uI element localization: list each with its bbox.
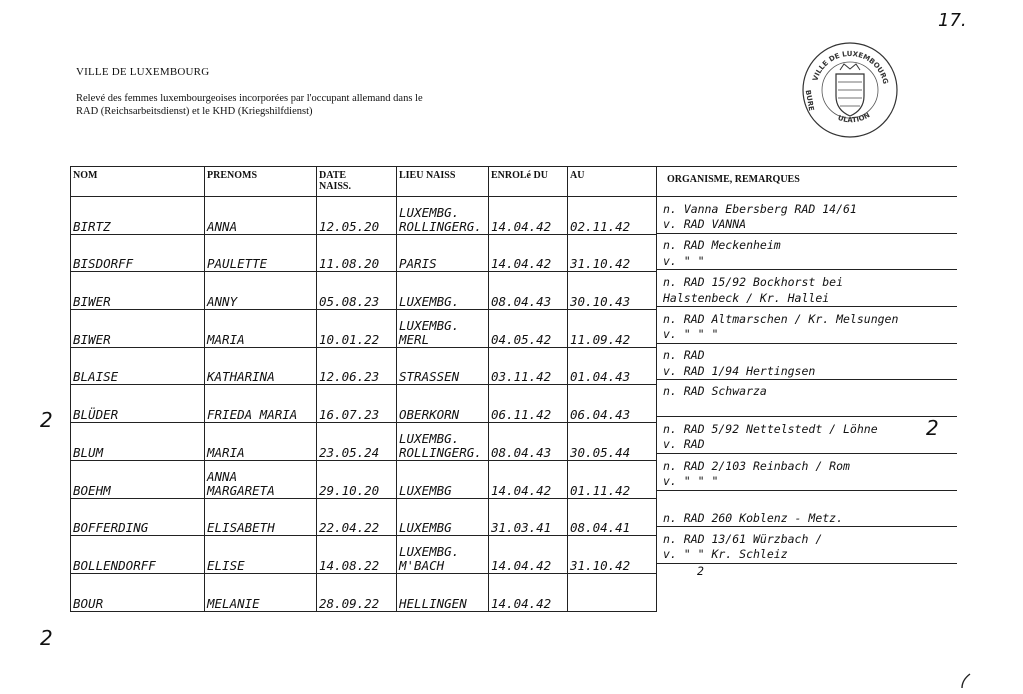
remarks-cell	[657, 233, 957, 270]
cell-prenoms: MARIA	[205, 310, 317, 348]
cell-nom: BIRTZ	[71, 197, 205, 235]
remarks-line-1: n. RAD	[663, 348, 705, 363]
cell-enrole: 08.04.43	[489, 272, 568, 310]
remarks-line-1: n. RAD Schwarza	[663, 384, 767, 399]
table-row	[71, 234, 657, 272]
margin-mark-right: 2	[926, 416, 939, 440]
cell-nom: BIWER	[71, 310, 205, 348]
cell-enrole: 14.04.42	[489, 197, 568, 235]
cell-prenoms: ANNA	[205, 197, 317, 235]
remarks-line-2: v. " "	[663, 253, 705, 268]
svg-text:VILLE DE LUXEMBOURG	[811, 50, 889, 85]
cell-enrole: 14.04.42	[489, 573, 568, 611]
table-row	[71, 498, 657, 536]
cell-enrole: 08.04.43	[489, 423, 568, 461]
city-title: VILLE DE LUXEMBOURG	[76, 66, 210, 78]
svg-text:ULATION	[837, 111, 872, 124]
cell-date: 14.08.22	[317, 536, 397, 574]
remarks-cell	[657, 490, 957, 527]
margin-mark-left: 2	[40, 408, 53, 432]
cell-nom: BOFFERDING	[71, 498, 205, 536]
remarks-cell	[657, 306, 957, 343]
cell-nom: BIWER	[71, 272, 205, 310]
cell-nom: BLÜDER	[71, 385, 205, 423]
remarks-line-2: Halstenbeck / Kr. Hallei	[663, 290, 830, 305]
cell-nom: BOUR	[71, 573, 205, 611]
cell-enrole: 14.04.42	[489, 536, 568, 574]
table-row	[71, 310, 657, 348]
cell-date: 12.05.20	[317, 197, 397, 235]
remarks-cell	[657, 453, 957, 490]
remarks-line-1: n. RAD Meckenheim	[663, 238, 781, 253]
cell-enrole: 03.11.42	[489, 347, 568, 385]
remarks-cell	[657, 196, 957, 233]
column-header-enrole: ENROLé DU	[489, 167, 568, 197]
remarks-cell	[657, 416, 957, 453]
cell-prenoms: ELISABETH	[205, 498, 317, 536]
date-header-line-2: NAISS.	[319, 181, 351, 192]
seal-bottom-text: ULATION	[836, 111, 872, 125]
lieu-line-1: LUXEMBG.	[399, 317, 460, 333]
lieu-line-2: M'BACH	[399, 557, 445, 573]
cell-prenoms: ELISE	[205, 536, 317, 574]
remarks-line-1: n. RAD Altmarschen / Kr. Melsungen	[663, 311, 899, 326]
cell-prenoms: FRIEDA MARIA	[205, 385, 317, 423]
remarks-line-1: n. RAD 13/61 Würzbach /	[663, 531, 823, 546]
column-header-organisme: ORGANISME, REMARQUES	[657, 166, 957, 196]
cell-date: 10.01.22	[317, 310, 397, 348]
lieu-line-1: LUXEMBG.	[399, 204, 460, 220]
remarks-line-1: n. RAD 15/92 Bockhorst bei	[663, 275, 844, 290]
cell-date: 16.07.23	[317, 385, 397, 423]
cell-prenoms: MELANIE	[205, 573, 317, 611]
cell-lieu: LUXEMBG	[397, 460, 489, 498]
remarks-line-2: v. " " Kr. Schleiz	[663, 547, 788, 562]
cell-prenoms: PAULETTE	[205, 234, 317, 272]
cell-nom: BISDORFF	[71, 234, 205, 272]
coat-of-arms-icon	[836, 64, 864, 116]
column-header-au: AU	[568, 167, 657, 197]
cell-au: 01.04.43	[568, 347, 657, 385]
cell-au: 11.09.42	[568, 310, 657, 348]
cell-lieu: LUXEMBG.	[397, 272, 489, 310]
lieu-line-2: ROLLINGERG.	[399, 444, 482, 460]
column-header-lieu: LIEU NAISS	[397, 167, 489, 197]
remarks-column	[656, 166, 957, 600]
remarks-cell	[657, 269, 957, 306]
page-number: 17.	[938, 10, 967, 31]
column-header-nom: NOM	[71, 167, 205, 197]
column-header-date	[317, 167, 397, 197]
cell-enrole: 14.04.42	[489, 460, 568, 498]
cell-nom: BLUM	[71, 423, 205, 461]
description-line-2: RAD (Reichsarbeitsdienst) et le KHD (Kriegshilfdienst)	[76, 106, 313, 117]
cell-date: 23.05.24	[317, 423, 397, 461]
remarks-cell	[657, 379, 957, 416]
remarks-cell	[657, 563, 957, 600]
cell-enrole: 04.05.42	[489, 310, 568, 348]
cell-lieu: HELLINGEN	[397, 573, 489, 611]
cell-nom: BOEHM	[71, 460, 205, 498]
lieu-line-2: ROLLINGERG.	[399, 218, 482, 234]
remarks-line-2: v. RAD	[663, 437, 705, 452]
corner-tick-icon	[958, 672, 972, 690]
remarks-line-2: v. " " "	[663, 474, 719, 488]
document-header	[76, 66, 556, 118]
cell-nom: BOLLENDORFF	[71, 536, 205, 574]
register-table	[70, 166, 657, 612]
cell-nom: BLAISE	[71, 347, 205, 385]
remarks-line-2: n. RAD 260 Koblenz - Metz.	[663, 510, 844, 525]
prenoms-line-2: MARGARETA	[207, 482, 275, 498]
description-line-1: Relevé des femmes luxembourgeoises incorporées par l'occupant allemand dans le	[76, 93, 423, 104]
cell-date: 29.10.20	[317, 460, 397, 498]
margin-mark-left-bottom: 2	[40, 626, 53, 650]
cell-date: 28.09.22	[317, 573, 397, 611]
lieu-line-1: LUXEMBG.	[399, 430, 460, 446]
cell-lieu: STRASSEN	[397, 347, 489, 385]
cell-date: 12.06.23	[317, 347, 397, 385]
prenoms-line-1: ANNA	[207, 468, 238, 484]
cell-au: 30.10.43	[568, 272, 657, 310]
cell-enrole: 31.03.41	[489, 498, 568, 536]
cell-lieu: PARIS	[397, 234, 489, 272]
table-row	[71, 536, 657, 574]
remarks-line-2: v. RAD 1/94 Hertingsen	[663, 363, 816, 378]
column-header-prenoms: PRENOMS	[205, 167, 317, 197]
cell-date: 11.08.20	[317, 234, 397, 272]
table-row	[71, 197, 657, 235]
cell-au: 02.11.42	[568, 197, 657, 235]
cell-prenoms: MARIA	[205, 423, 317, 461]
remarks-cell	[657, 343, 957, 380]
cell-au: 31.10.42	[568, 234, 657, 272]
cell-prenoms: ANNY	[205, 272, 317, 310]
remarks-line-1: n. Vanna Ebersberg RAD 14/61	[663, 201, 857, 216]
cell-au: 31.10.42	[568, 536, 657, 574]
cell-lieu	[397, 310, 489, 348]
official-seal	[800, 40, 900, 140]
cell-date: 05.08.23	[317, 272, 397, 310]
seal-top-text: VILLE DE LUXEMBOURG	[811, 49, 890, 85]
table-row	[71, 272, 657, 310]
cell-prenoms	[205, 460, 317, 498]
cell-au: 01.11.42	[568, 460, 657, 498]
date-header-line-1: DATE	[319, 170, 347, 181]
table-row	[71, 385, 657, 423]
table-header-row	[71, 167, 657, 197]
lieu-line-2: MERL	[399, 331, 430, 347]
cell-au: 08.04.41	[568, 498, 657, 536]
remarks-line-2: v. RAD VANNA	[663, 217, 747, 232]
cell-lieu: LUXEMBG	[397, 498, 489, 536]
cell-date: 22.04.22	[317, 498, 397, 536]
table-row	[71, 347, 657, 385]
remarks-line-1: n. RAD 5/92 Nettelstedt / Löhne	[663, 421, 878, 436]
cell-lieu: OBERKORN	[397, 385, 489, 423]
remarks-line-2: 2	[697, 563, 704, 578]
table-row	[71, 423, 657, 461]
cell-lieu	[397, 423, 489, 461]
cell-lieu	[397, 197, 489, 235]
table-row	[71, 573, 657, 611]
lieu-line-1: LUXEMBG.	[399, 543, 460, 559]
cell-au: 30.05.44	[568, 423, 657, 461]
cell-au: 06.04.43	[568, 385, 657, 423]
table-row	[71, 460, 657, 498]
remarks-cell	[657, 526, 957, 563]
cell-lieu	[397, 536, 489, 574]
cell-au	[568, 573, 657, 611]
remarks-line-1: n. RAD 2/103 Reinbach / Rom	[663, 458, 850, 473]
cell-enrole: 06.11.42	[489, 385, 568, 423]
seal-side-text: BURE	[803, 89, 816, 112]
cell-enrole: 14.04.42	[489, 234, 568, 272]
cell-prenoms: KATHARINA	[205, 347, 317, 385]
remarks-line-2: v. " " "	[663, 327, 719, 342]
